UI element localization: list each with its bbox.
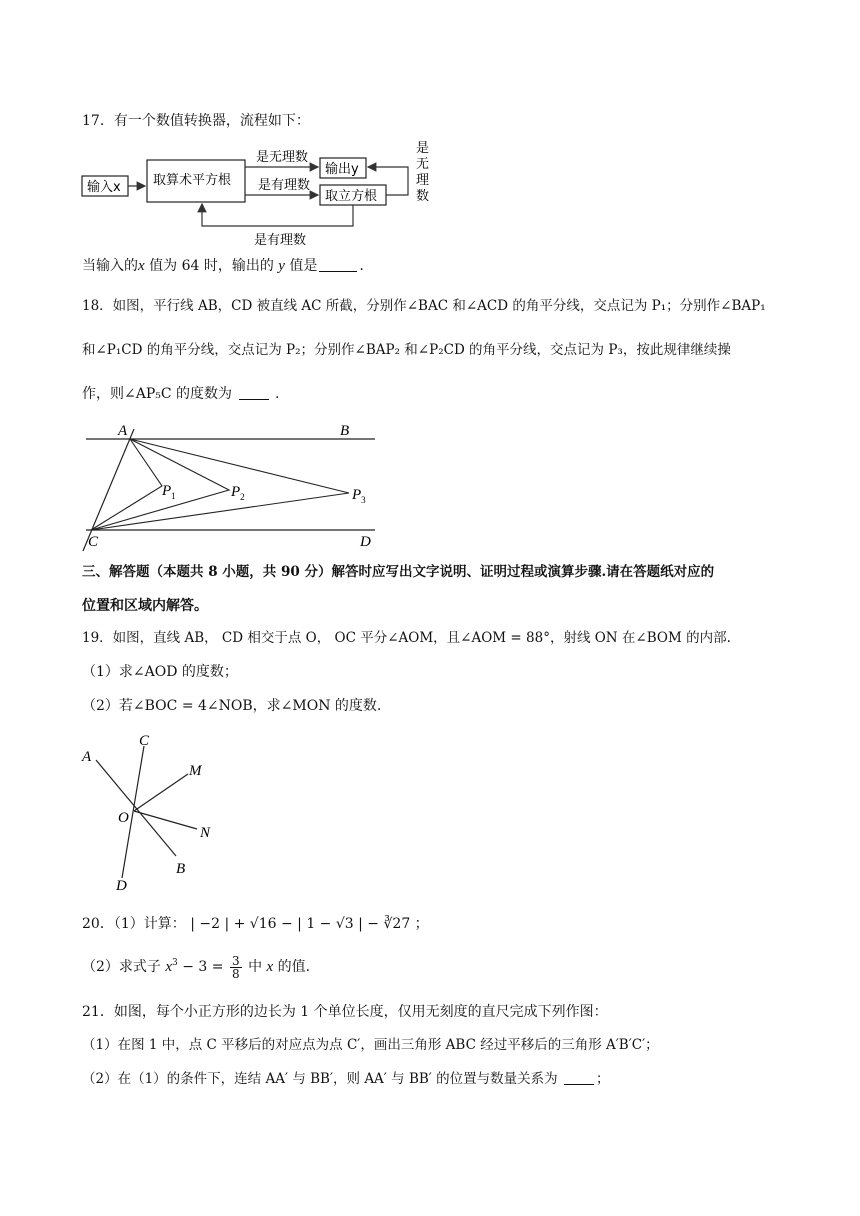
ray-ON [134,811,197,829]
q20-p2-x: x [165,959,173,975]
q21-part-2 [82,1069,609,1089]
q20-part-1 [82,914,429,934]
q17-var-y: y [278,258,285,274]
q17-flowchart [78,140,448,252]
q18-line-3a: 作，则∠AP₅C 的度数为 [82,386,233,402]
q20-part-2 [82,953,310,980]
flow-side-3: 理 [416,173,430,188]
label-D-19: D [116,878,127,894]
seg-A-P1-C [91,439,162,530]
label-B-19: B [176,861,186,877]
line-AC [83,429,134,551]
line-AB-19 [96,760,176,856]
q20-p2-fraction [230,955,242,980]
q20-p1-expr: | −2 | + √16 − | 1 − √3 | − ∛27 ； [190,916,429,932]
label-P1: $P_1$ [162,483,176,501]
flow-input-text: 输入x [87,180,121,195]
flow-side-1: 是 [416,141,430,156]
fraction-numerator: 3 [231,953,240,968]
q17-answer-c: 值是 [289,258,318,274]
q20-p2-mid: − 3 = [182,959,224,975]
label-C: C [88,534,99,550]
q17-stem: 17．有一个数值转换器，流程如下： [82,113,310,129]
q21-part-1: （1）在图 1 中，点 C 平移后的对应点为点 C′，画出三角形 ABC 经过平移后的三角形 A′B′C′； [82,1037,659,1053]
q18-answer-blank[interactable] [239,385,269,400]
q17-var-x: x [138,258,145,274]
q20-p1-label: 20．（1）计算： [82,916,186,932]
flow-side-2: 无 [416,157,430,172]
q17-answer-end: . [359,258,364,274]
section3-line-1: 三、解答题（本题共 8 小题，共 90 分）解答时应写出文字说明、证明过程或演算步骤.请在答题纸对应的 [82,564,715,580]
flow-bottom-label: 是有理数 [254,233,307,248]
flow-cbrt-text: 取立方根 [325,189,378,204]
q20-p2-pow: 3 [172,958,178,968]
q18-figure [78,418,388,554]
section3-line-2: 位置和区域内解答。 [82,598,208,614]
label-N-19: N [200,825,211,841]
label-A: A [118,423,128,439]
q21-stem: 21．如图，每个小正方形的边长为 1 个单位长度，仅用无刻度的直尺完成下列作图： [82,1004,608,1020]
label-A-19: A [82,749,92,765]
q20-p2-tail: 的值. [277,959,311,975]
q20-p2-end: 中 [248,959,263,975]
q19-stem: 19．如图，直线 AB， CD 相交于点 O， OC 平分∠AOM，且∠AOM = 88°，射线 ON 在∠BOM 的内部. [82,630,731,646]
q17-answer-b: 值为 64 时，输出的 [149,258,274,274]
flow-side-4: 数 [416,189,430,204]
q17-answer-line [82,256,364,276]
q17-answer-a: 当输入的 [82,258,138,274]
fraction-denominator: 8 [231,966,240,981]
q17-answer-blank[interactable] [319,257,357,272]
ray-OM [134,774,188,811]
label-O-19: O [118,810,129,826]
flow-rat-label: 是有理数 [258,178,311,193]
q20-p2-label: （2）求式子 [82,959,161,975]
label-P2: $P_2$ [231,484,245,502]
q21-p2a: （2）在（1）的条件下，连结 AA′ 与 BB′，则 AA′ 与 BB′ 的位置与数量关系为 [82,1071,558,1087]
q21-p2b: ； [595,1071,610,1087]
q19-part-1: （1）求∠AOD 的度数； [82,664,238,680]
label-M-19: M [189,763,202,779]
flow-output-text: 输出y [325,162,359,177]
q18-line-3b: . [274,386,280,402]
label-B: B [340,423,350,439]
q20-p2-x2: x [266,959,274,975]
seg-A-P2-C [91,439,229,530]
q19-part-2: （2）若∠BOC = 4∠NOB，求∠MON 的度数. [82,698,382,714]
flow-sqrt-text: 取算术平方根 [153,173,232,188]
label-P3: $P_3$ [352,487,366,505]
q21-answer-blank[interactable] [564,1070,594,1085]
label-C-19: C [139,733,150,749]
q19-figure [78,728,228,896]
q18-line-2: 和∠P₁CD 的角平分线，交点记为 P₂；分别作∠BAP₂ 和∠P₂CD 的角平分线，交点记为 P₃，按此规律继续操 [82,342,731,358]
q18-line-3 [82,384,279,404]
q18-line-1: 18．如图，平行线 AB，CD 被直线 AC 所截，分别作∠BAC 和∠ACD 的角平分线，交点记为 P₁；分别作∠BAP₁ [82,298,766,314]
flow-irr-label: 是无理数 [256,150,309,165]
flow-loop-bottom [202,204,353,226]
seg-A-P3-C [91,439,349,530]
label-D: D [360,534,371,550]
